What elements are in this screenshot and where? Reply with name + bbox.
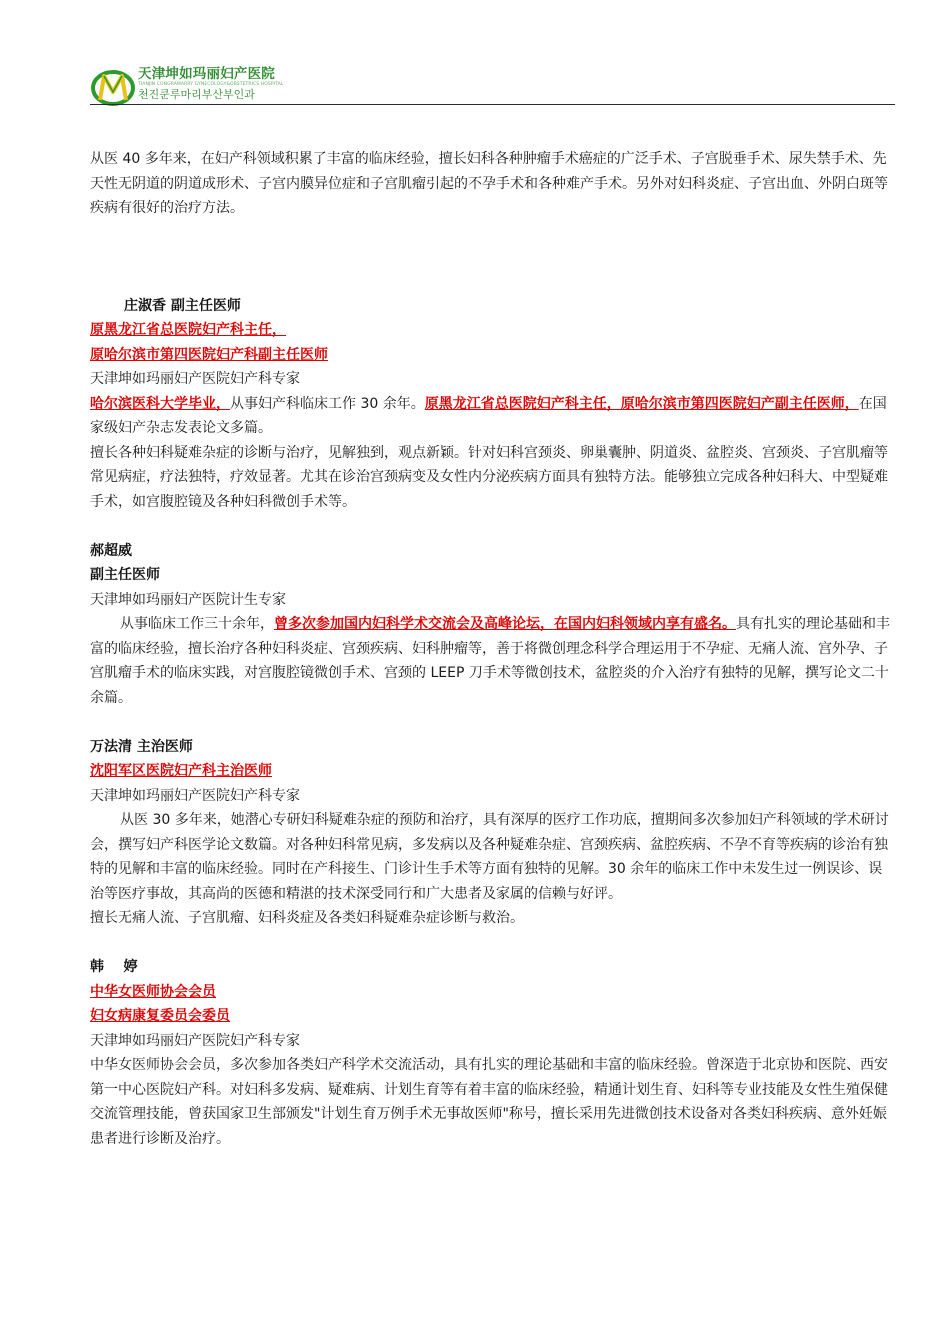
page-header	[90, 66, 895, 106]
credential-highlight: 中华女医师协会会员	[90, 983, 216, 1000]
section-spacer	[90, 221, 893, 294]
doctor-title: 副主任医师	[90, 567, 160, 583]
hospital-name-cn: 天津坤如玛丽妇产医院	[138, 66, 275, 82]
credential-highlight: 原黑龙江省总医院妇产科主任，	[90, 322, 286, 338]
header-divider	[90, 104, 895, 105]
hospital-name-en: TIANJIN CONGRAMARRY GYNECOLOGY&OBSTETRICS HOSPITAL	[138, 82, 284, 87]
doctor-bio	[90, 612, 893, 710]
hospital-name-kr: 천진쿤루마리부산부인과	[138, 88, 255, 101]
doctor-bio: 中华女医师协会会员，多次参加各类妇产科学术交流活动，具有扎实的理论基础和丰富的临床经验。曾深造于北京协和医院、西安第一中心医院妇产科。对妇科多发病、疑难病、计划生育等有着丰富的临床经验，精通计划生育、妇科等专业技能及女性生殖保健交流管理技能，曾获国家卫生部颁发"计划生育万例手术无事故医师"称号，擅长采用先进微创技术设备对各类妇科疾病、意外妊娠患者进行诊断及治疗。	[90, 1057, 888, 1147]
document-body	[90, 147, 893, 1151]
credential-highlight: 妇女病康复委员会委员	[90, 1008, 230, 1024]
doctor-name: 郝超威	[90, 542, 132, 559]
doctor-role: 天津坤如玛丽妇产医院计生专家	[90, 591, 286, 608]
doctor-name-title: 万法清 主治医师	[90, 738, 193, 755]
doctor-specialty: 擅长无痛人流、子宫肌瘤、妇科炎症及各类妇科疑难杂症诊断与救治。	[90, 910, 524, 926]
doctor-role: 天津坤如玛丽妇产医院妇产科专家	[90, 787, 300, 804]
hospital-name-block	[138, 66, 283, 102]
credential-highlight: 原哈尔滨市第四医院妇产科副主任医师	[90, 346, 328, 363]
doctor-role: 天津坤如玛丽妇产医院妇产科专家	[90, 371, 300, 387]
section-spacer	[90, 710, 893, 735]
doctor-bio: 从医 30 多年来，她潜心专研妇科疑难杂症的预防和治疗，具有深厚的医疗工作功底，擅期间多次参加妇产科领域的学术研讨会，撰写妇产科医学论文数篇。对各种妇科常见病，多发病以及各种疑难杂症、宫颈疾病、盆腔疾病、不孕不育等疾病的诊治有独特的见解和丰富的临床经验。同时在产科接生、门诊计生手术等方面有独特的见解。30 余年的临床工作中未发生过一例误诊、误治等医疗事故，其高尚的医德和精湛的技术深受同行和广大患者及家属的信赖与好评。	[90, 812, 889, 902]
bio-text: 从事临床工作三十余年，	[120, 616, 274, 632]
bio-text: 具有扎实的理论基础和丰富的临床经验，擅长治疗各种妇科炎症、宫颈疾病、妇科肿瘤等，善于将微创理念科学合理运用于不孕症、无痛人流、宫外孕、子宫肌瘤手术的临床实践，对宫腹腔镜微创手术、宫颈的 LEEP 刀手术等微创技术，盆腔炎的介入治疗有独特的见解，撰写论文二十余篇。	[90, 616, 890, 706]
hospital-logo-icon	[90, 66, 136, 106]
bio-text: 从事妇产科临床工作 30 余年。	[230, 395, 425, 412]
credential-highlight: 曾多次参加国内妇科学术交流会及高峰论坛，在国内妇科领域内享有盛名。	[274, 616, 736, 632]
bio-text: 在国家级妇产杂志发表论文多篇。	[90, 395, 887, 436]
section-spacer	[90, 931, 893, 956]
doctor-name: 韩 婷	[90, 959, 138, 975]
section-spacer	[90, 514, 893, 539]
doctor-role: 天津坤如玛丽妇产医院妇产科专家	[90, 1032, 300, 1049]
credential-highlight: 哈尔滨医科大学毕业，	[90, 395, 230, 412]
doctor-bio	[90, 392, 893, 441]
intro-paragraph: 从医 40 多年来，在妇产科领域积累了丰富的临床经验，擅长妇科各种肿瘤手术癌症的广泛手术、子宫脱垂手术、尿失禁手术、先天性无阴道的阴道成形术、子宫内膜异位症和子宫肌瘤引起的不孕手术和各种难产手术。另外对妇科炎症、子宫出血、外阴白斑等疾病有很好的治疗方法。	[90, 151, 888, 216]
doctor-specialty: 擅长各种妇科疑难杂症的诊断与治疗，见解独到，观点新颖。针对妇科宫颈炎、卵巢囊肿、阴道炎、盆腔炎、宫颈炎、子宫肌瘤等常见病症，疗法独特，疗效显著。尤其在诊治宫颈病变及女性内分泌疾病方面具有独特方法。能够独立完成各种妇科大、中型疑难手术，如宫腹腔镜及各种妇科微创手术等。	[90, 444, 888, 510]
doctor-name-title: 庄淑香 副主任医师	[124, 297, 241, 314]
credential-highlight: 原黑龙江省总医院妇产科主任，原哈尔滨市第四医院妇产副主任医师，	[424, 395, 859, 412]
credential-highlight: 沈阳军区医院妇产科主治医师	[90, 763, 272, 779]
